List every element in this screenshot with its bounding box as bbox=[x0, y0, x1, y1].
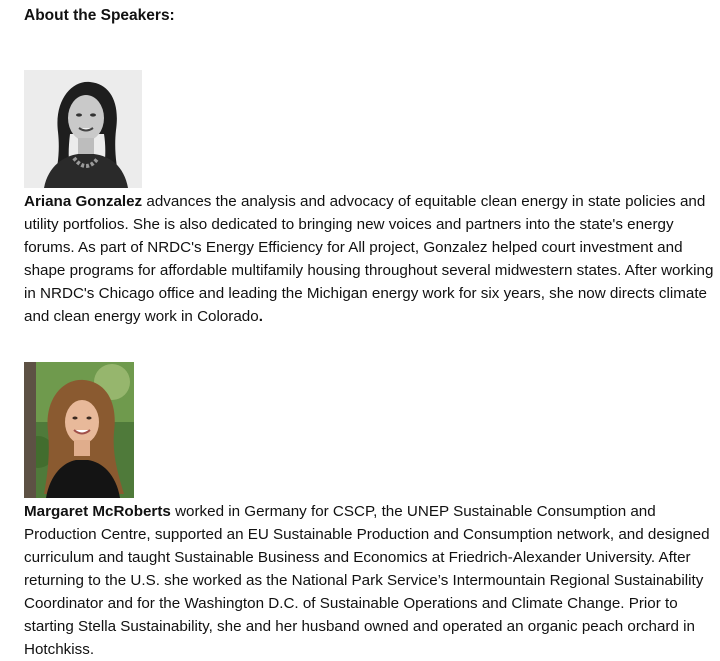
speaker-bio-ariana-gonzalez bbox=[24, 190, 714, 328]
speaker-bio-margaret-mcroberts bbox=[24, 500, 714, 661]
speaker-photo-margaret-mcroberts bbox=[24, 362, 134, 498]
speaker-bio-text: worked in Germany for CSCP, the UNEP Sustainable Consumption and Production Centre, supported an EU Sustainable Production and Consumption network, and designed curriculum and taught Sustainable Business and Economics at Friedrich-Alexander University. After returning to the U.S. she worked as the National Park Service’s Intermountain Regional Sustainability Coordinator and for the Washington D.C. of Sustainable Operations and Climate Change. Prior to starting Stella Sustainability, she and her husband owned and operated an organic peach orchard in Hotchkiss. bbox=[24, 503, 710, 658]
section-heading: About the Speakers: bbox=[24, 7, 175, 24]
speaker-name: Margaret McRoberts bbox=[24, 503, 171, 520]
speaker-bio-text: advances the analysis and advocacy of equitable clean energy in state policies and utility portfolios. She is also dedicated to bringing new voices and partners into the state's energy forums. As part of NRDC's Energy Efficiency for All project, Gonzalez helped court investment and shape programs for affordable multifamily housing throughout several midwestern states. After working in NRDC's Chicago office and leading the Michigan energy work for six years, she now directs climate and clean energy work in Colorado bbox=[24, 193, 714, 325]
bio-end-period: . bbox=[258, 308, 263, 325]
speaker-photo-ariana-gonzalez bbox=[24, 70, 142, 188]
speaker-name: Ariana Gonzalez bbox=[24, 193, 143, 210]
